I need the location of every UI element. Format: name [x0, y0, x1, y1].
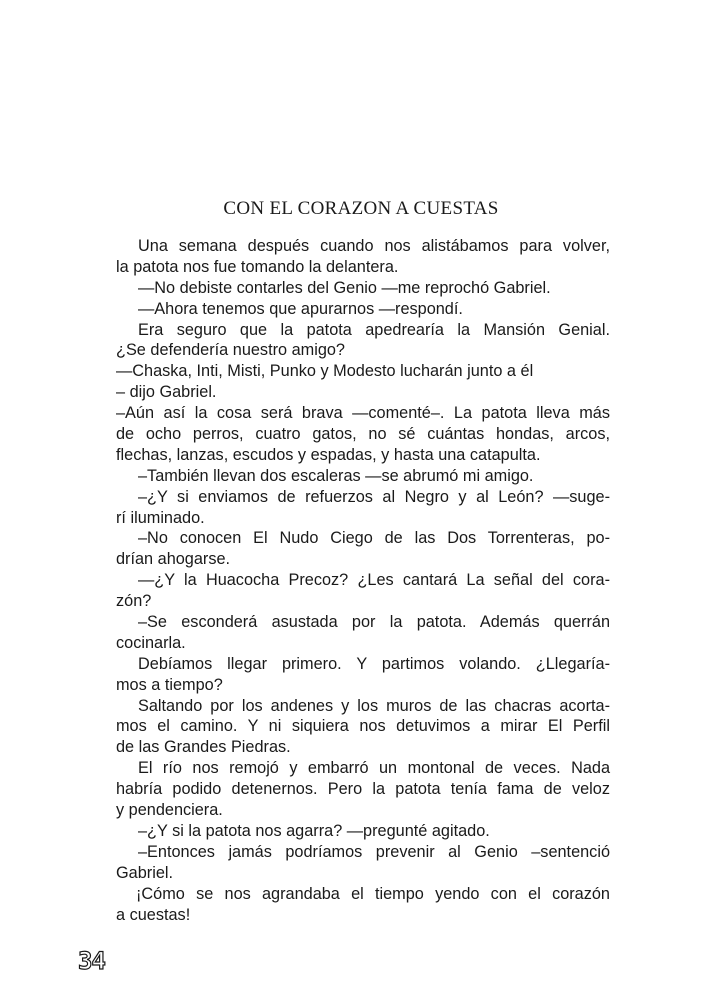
text-line: – dijo Gabriel. [116, 383, 217, 402]
text-line: mos el camino. Y ni siquiera nos detuvimos a mirar El Perfil [116, 717, 610, 736]
text-line: Una semana después cuando nos alistábamos para volver, [138, 237, 610, 255]
text-line: –¿Y si la patota nos agarra? —pregunté agitado. [138, 821, 490, 840]
text-line: zón? [116, 592, 152, 611]
text-line: –Aún así la cosa será brava —comenté–. La patota lleva más [116, 404, 610, 423]
text-line: ¡Cómo se nos agrandaba el tiempo yendo con el corazón [136, 884, 610, 903]
text-line: de ocho perros, cuatro gatos, no sé cuántas hondas, arcos, [116, 425, 610, 444]
text-line: ¿Se defendería nuestro amigo? [116, 341, 345, 360]
text-line: —Chaska, Inti, Misti, Punko y Modesto lucharán junto a él [116, 362, 534, 381]
page-number: 34 [78, 947, 105, 975]
text-line: flechas, lanzas, escudos y espadas, y hasta una catapulta. [116, 445, 541, 464]
text-line: mos a tiempo? [116, 675, 223, 694]
text-line: rí iluminado. [116, 508, 205, 527]
text-line: –Se esconderá asustada por la patota. Además querrán [138, 613, 610, 632]
text-line: –¿Y si enviamos de refuerzos al Negro y al León? —suge- [138, 487, 610, 506]
text-line: la patota nos fue tomando la delantera. [116, 257, 399, 276]
text-line: –Entonces jamás podríamos prevenir al Genio –sentenció [138, 842, 610, 861]
text-line: a cuestas! [116, 905, 191, 924]
text-line: —No debiste contarles del Genio —me reprochó Gabriel. [138, 278, 551, 297]
text-line: Era seguro que la patota apedrearía la Mansión Genial. [138, 320, 610, 339]
text-line: habría podido detenernos. Pero la patota tenía fama de veloz [116, 780, 610, 799]
text-line: Gabriel. [116, 863, 174, 882]
text-line: Saltando por los andenes y los muros de las chacras acorta- [138, 696, 610, 715]
text-line: El río nos remojó y embarró un montonal de veces. Nada [138, 759, 610, 778]
text-line: cocinarla. [116, 633, 186, 652]
text-line: drían ahogarse. [116, 550, 231, 569]
text-line: —Ahora tenemos que apurarnos —respondí. [138, 299, 463, 318]
text-line: –No conocen El Nudo Ciego de las Dos Torrenteras, po- [138, 529, 610, 548]
chapter-title: CON EL CORAZON A CUESTAS [223, 198, 499, 219]
text-line: –También llevan dos escaleras —se abrumó mi amigo. [138, 466, 534, 485]
text-line: de las Grandes Piedras. [116, 738, 291, 757]
body-text [116, 236, 610, 925]
text-line: —¿Y la Huacocha Precoz? ¿Les cantará La señal del cora- [138, 571, 610, 590]
text-line: Debíamos llegar primero. Y partimos volando. ¿Llegaría- [138, 654, 610, 673]
text-line: y pendenciera. [116, 801, 223, 820]
